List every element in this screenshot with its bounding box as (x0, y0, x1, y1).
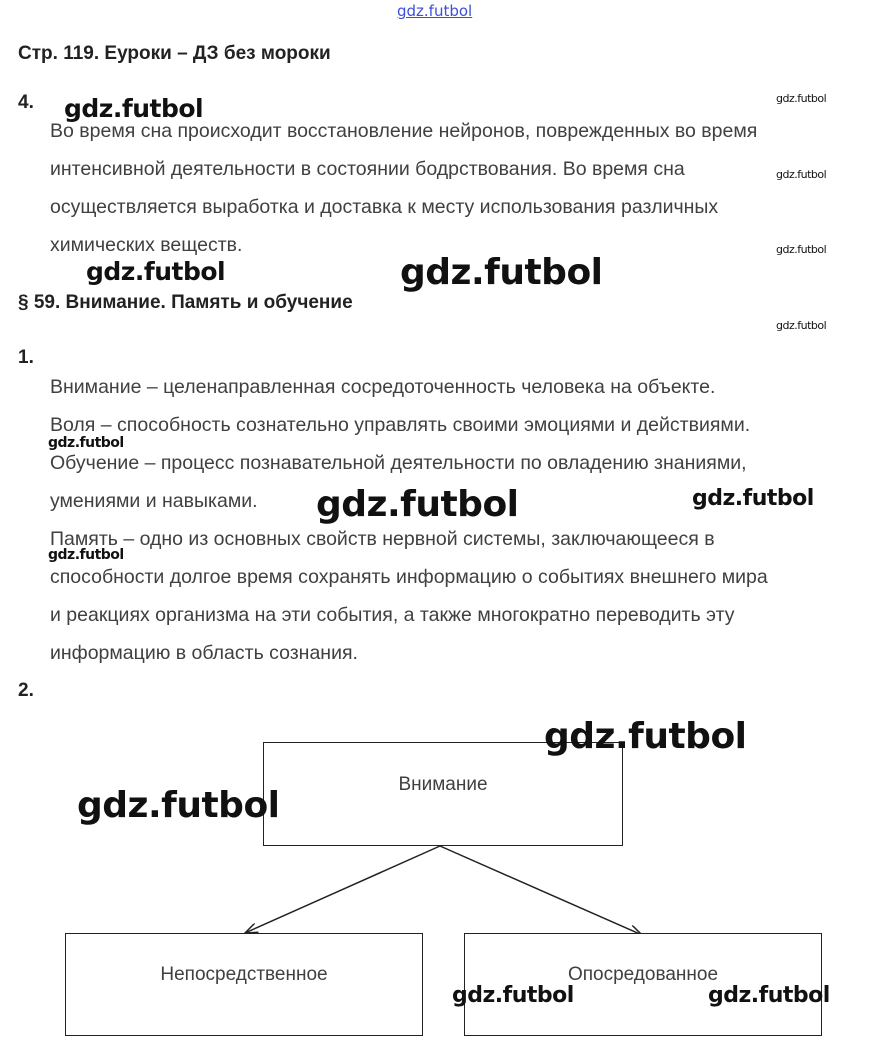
diagram-child-label: Непосредственное (160, 963, 328, 985)
watermark: gdz.futbol (452, 983, 574, 1008)
top-watermark[interactable]: gdz.futbol (397, 2, 473, 20)
task-2-number: 2. (18, 680, 34, 701)
definition-line: Воля – способность сознательно управлять своими эмоциями и действиями. (50, 414, 751, 436)
watermark: gdz.futbol (692, 486, 814, 511)
watermark: gdz.futbol (776, 243, 827, 256)
watermark: gdz.futbol (64, 94, 204, 123)
watermark: gdz.futbol (86, 257, 226, 286)
watermark: gdz.futbol (776, 319, 827, 332)
watermark: gdz.futbol (776, 168, 827, 181)
diagram-root-box (263, 742, 623, 846)
task-1-number: 1. (18, 347, 34, 368)
watermark: gdz.futbol (77, 785, 280, 826)
page-heading: Стр. 119. Еуроки – ДЗ без мороки (18, 43, 331, 64)
definition-line: умениями и навыками. (50, 490, 258, 512)
definition-line: Обучение – процесс познавательной деятельности по овладению знаниями, (50, 452, 747, 474)
section-heading: § 59. Внимание. Память и обучение (18, 292, 353, 313)
task-4-line: интенсивной деятельности в состоянии бодрствования. Во время сна (50, 158, 685, 180)
diagram-child-box-1 (65, 933, 423, 1036)
definition-line: способности долгое время сохранять информацию о событиях внешнего мира (50, 566, 768, 588)
definition-line: Внимание – целенаправленная сосредоточенность человека на объекте. (50, 376, 716, 398)
diagram-root-label: Внимание (398, 774, 488, 795)
task-4-line: Во время сна происходит восстановление нейронов, поврежденных во время (50, 120, 758, 142)
task-4-number: 4. (18, 92, 34, 113)
task-4-line: осуществляется выработка и доставка к месту использования различных (50, 196, 719, 218)
task-4-line: химических веществ. (50, 234, 243, 256)
diagram-child-label: Опосредованное (567, 963, 719, 985)
watermark: gdz.futbol (776, 92, 827, 105)
watermark: gdz.futbol (708, 983, 830, 1008)
watermark: gdz.futbol (48, 435, 124, 451)
watermark: gdz.futbol (48, 547, 124, 563)
definition-line: информацию в область сознания. (50, 642, 358, 664)
watermark: gdz.futbol (400, 252, 603, 293)
definition-line: Память – одно из основных свойств нервной системы, заключающееся в (50, 528, 715, 550)
definition-line: и реакциях организма на эти события, а также многократно переводить эту (50, 604, 735, 626)
watermark: gdz.futbol (544, 716, 747, 757)
arrow-left (245, 846, 440, 933)
arrow-right (440, 846, 642, 935)
watermark: gdz.futbol (316, 484, 519, 525)
